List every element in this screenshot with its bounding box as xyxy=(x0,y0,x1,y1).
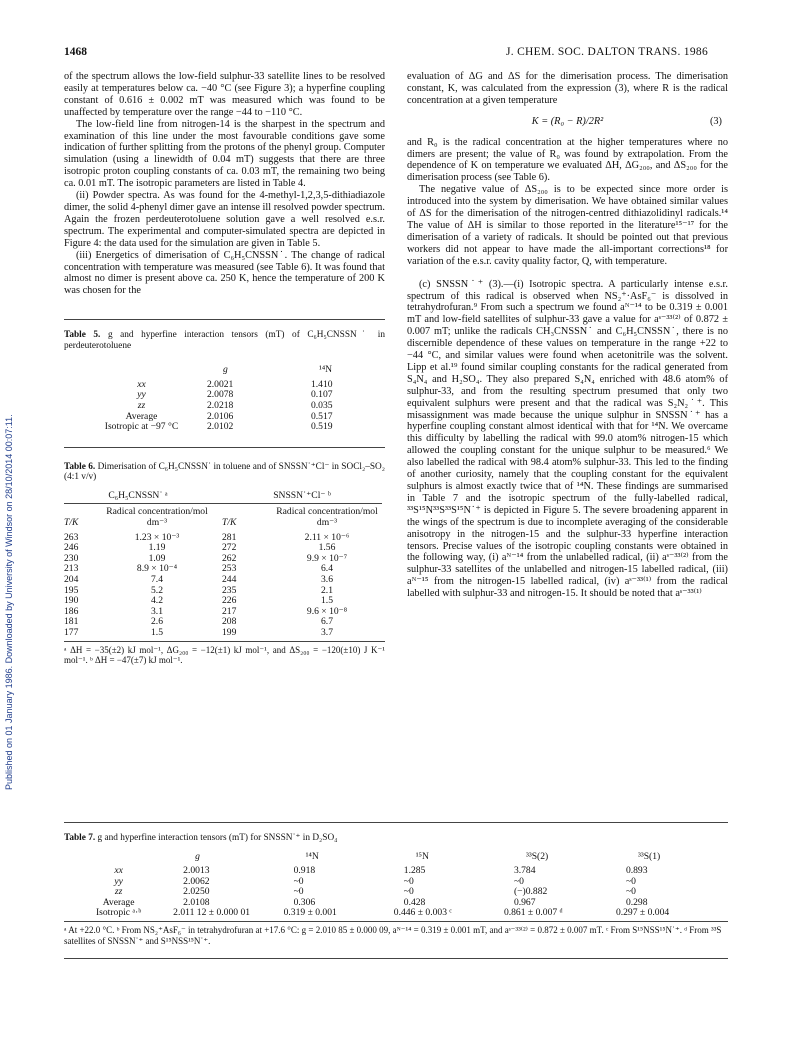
table-cell: 2.0013 xyxy=(183,865,210,877)
table-cell: 3.1 xyxy=(151,605,163,617)
table-cell: 3.7 xyxy=(321,626,333,638)
table-cell: 235 xyxy=(222,584,237,596)
table-cell: 1.5 xyxy=(321,595,333,607)
right-paragraph-4: (c) SNSSN˙⁺ (3).—(i) Isotropic spectra. A particularly intense e.s.r. spectrum of this radical is observed when NS₂⁺·AsF₆⁻ is dissolved in tetrahydrofuran.⁹ From such a spectrum we found aᴺ⁻¹⁴ to be 0.319 ± 0.001 mT and low-field satellites of sulphur-33 gave a value for aˢ⁻³³⁽²⁾ of 0.872 ± 0.007 mT; unlike the radicals CH₃CNSSN˙ and C₆H₅CNSSN˙, there is no discernible dependence of these values on temperature in the range +22 to −44 °C, and similar values were found when acetonitrile was the solvent. Lipp et al.¹⁹ found similar coupling constants for the radical generated from S₄N₄ and H₂SO₄. They also prepared S₄N₄ enriched with 48.6 atom% of sulphur-33, and from the resulting spectrum presumed that only two equivalent sulphurs were present and that the radical was S₂N₂˙⁺. This misassignment was made because the unique sulphur in SNSSN˙⁺ has a hyperfine coupling constant almost identical with that for ¹⁴N. We overcame this difficulty by labelling the radical with 99.0 atom% nitrogen-15 which allowed the coupling constant for the unique sulphur to be measured.⁶ We also labelled the radical with 98.4 atom% sulphur-33. This led to the finding of another curiosity, namely that the coupling constant for the equivalent sulphurs is almost exactly twice that of ¹⁴N. These findings are summarised in Table 7 and the isotropic spectrum of the fully-labelled radical, ³³S¹⁵N³³S³³S¹⁵N˙⁺ is depicted in Figure 5. The severe broadening apparent in the wings of the spectrum is due to incomplete averaging of the considerable anisotropy in the nitrogen-15 and the sulphur-33 hyperfine interaction tensors. Precise values of the isotropic coupling constants were obtained in the following way, (i) aᴺ⁻¹⁴ from the unlabelled radical, (ii) aˢ⁻³³⁽²⁾ from the sulphur-33 satellites of the unlabelled and nitrogen-15 labelled radical, (iii) aᴺ⁻¹⁵ from the nitrogen-15 labelled radical, (iv) aˢ⁻³³⁽¹⁾ from the radical labelled with sulphur-33 and nitrogen-15. It should be noted that aˢ⁻³³⁽¹⁾ xyxy=(407,278,728,600)
table-cell: 7.4 xyxy=(151,573,163,585)
download-watermark: Published on 01 January 1986. Downloaded by University of Windsor on 28/10/2014 00:07:11. xyxy=(4,414,14,790)
table-cell: 190 xyxy=(64,595,79,607)
table7-block xyxy=(64,822,728,959)
left-paragraph-2: The low-field line from nitrogen-14 is the sharpest in the spectrum and examination of this line under the most favourable conditions gave some indication of further splitting from the protons of the phenyl group. Computer simulation (using a linewidth of 0.04 mT) suggests that there are three isotropic proton coupling constants of ca. 0.03 mT, the remaining two being ca. 0.01 mT. The isotropic parameters are listed in Table 4. xyxy=(64,118,385,190)
table-row xyxy=(64,575,382,586)
table7-bottom-rule xyxy=(64,921,728,922)
table-cell: 0.306 xyxy=(293,896,316,908)
left-column xyxy=(64,71,385,666)
table-cell: 0.861 ± 0.007 ᵈ xyxy=(503,907,563,919)
table-cell: 2.0250 xyxy=(183,886,210,898)
equation-text: K = (R₀ − R)/2R² xyxy=(531,115,604,127)
table-cell: 0.967 xyxy=(513,896,536,908)
table5-col-n: ¹⁴N xyxy=(318,364,333,376)
table-cell: 217 xyxy=(222,605,237,617)
table-row: Isotropic at −97 °C 2.0102 0.519 xyxy=(104,421,333,433)
table-cell: 0.298 xyxy=(625,896,648,908)
table-cell: 0.446 ± 0.003 ᶜ xyxy=(393,907,452,919)
table-row: xx 2.0021 1.410 xyxy=(137,378,333,390)
table-cell: 186 xyxy=(64,605,79,617)
table-cell: 4.2 xyxy=(151,595,163,607)
table7-caption: Table 7. g and hyperfine interaction tensors (mT) for SNSSN˙⁺ in D₂SO₄ xyxy=(64,833,338,843)
table-cell: 246 xyxy=(64,542,79,554)
table5 xyxy=(100,365,385,433)
table-cell: 226 xyxy=(222,595,237,607)
table-cell: 2.011 12 ± 0.000 01 xyxy=(173,907,251,919)
table6-caption: Table 6. Dimerisation of C₆H₅CNSSN˙ in toluene and of SNSSN˙⁺Cl⁻ in SOCl₂–SO₂ (4:1 v/v) xyxy=(64,461,385,483)
table-cell: 0.893 xyxy=(625,865,648,877)
table-cell: 244 xyxy=(222,573,237,585)
table-cell: 0.297 ± 0.004 xyxy=(615,907,670,919)
table-cell: (−)0.882 xyxy=(513,886,548,898)
equation-number: (3) xyxy=(709,115,722,127)
table6: C₆H₅CNSSN˙ ᵃ SNSSN˙⁺Cl⁻ ᵇ T/K Radical concentration/mol dm⁻³ T/K Radical concentration/mol dm⁻³ 263 1.23 × 10⁻³ 281 2.11 × 10⁻⁶ 246 1.19 272 1.56 230 1.09 262 9.9 × 10⁻⁷ 213 8.9 × 10⁻⁴ 253 6.4 204 7.4 244 3.6 195 5.2 235 2.1 190 4.2 226 1.5 186 3.1 217 9.6 × 10⁻⁸ 181 2.6 208 6.7 177 1.5 199 3.7 xyxy=(64,491,382,639)
right-column xyxy=(407,71,728,600)
table-cell: 230 xyxy=(64,552,79,564)
right-paragraph-2: and R₀ is the radical concentration at the higher temperatures where no dimers are present; the value of R₀ was found by extrapolation. From the dependence of K on temperature we evaluated ΔH, ΔG₂₀₀, and ΔS₂₀₀ for the dimerisation process (see Table 6). xyxy=(407,136,728,184)
table-cell: ~0 xyxy=(625,875,636,887)
table-cell: 3.784 xyxy=(513,865,536,877)
table-cell: 262 xyxy=(222,552,237,564)
table-cell: 2.11 × 10⁻⁶ xyxy=(304,531,350,543)
table-cell: ~0 xyxy=(403,886,414,898)
table-row-label: yy xyxy=(114,875,123,887)
table-cell: 9.9 × 10⁻⁷ xyxy=(306,552,348,564)
table7: g ¹⁴N ¹⁵N ³³S(2) ³³S(1) xx 2.0013 0.918 1.285 3.784 0.893 yy 2.0062 ~0 ~0 ~0 ~0 zz 2.0250 ~0 ~0 (−)0.882 ~0 Average 2.0108 0.306 0.428 0.967 0.298 Isotropic ᵃ·ᵇ 2.011 12 ± 0.000 01 0.319 ± 0.001 0.446 ± 0.003 ᶜ 0.861 ± 0.007 ᵈ 0.297 ± 0.004 xyxy=(64,852,728,920)
table-cell: 8.9 × 10⁻⁴ xyxy=(136,563,178,575)
table-cell: 6.7 xyxy=(321,616,333,628)
table-cell: 1.285 xyxy=(403,865,426,877)
right-paragraph-3: The negative value of ΔS₂₀₀ is to be expected since more order is introduced into the system by dimerisation. We have obtained similar values of ΔS for the dimerisation of the nitrogen-centred dithiazolidinyl radicals.¹⁴ The value of ΔH is similar to those reported in the literature¹⁵⁻¹⁷ for the dimerisation of a variety of radicals. It should be pointed out that previous workers did not appear to have made the all-important corrections¹⁸ for variation of the e.s.r. cavity quality factor, Q, with temperature. xyxy=(407,184,728,267)
table-row: yy 2.0078 0.107 xyxy=(137,389,333,401)
left-paragraph-1: of the spectrum allows the low-field sulphur-33 satellite lines to be resolved easily at temperatures below ca. −40 °C (see Figure 3); a hyperfine coupling constant of 0.616 ± 0.002 mT was measured which was found to be unaffected by temperature over the range −44 to −110 °C. xyxy=(64,71,385,118)
table-cell: ~0 xyxy=(293,875,304,887)
table-cell: 2.0062 xyxy=(183,875,210,887)
left-paragraph-4: (iii) Energetics of dimerisation of C₆H₅CNSSN˙. The change of radical concentration with temperature was measured (see Table 6). It was found that almost no dimer is present above ca. 250 K, hence the temperature of 200 K was chosen for the xyxy=(64,249,385,297)
table5-bottom-rule xyxy=(64,447,385,448)
table7-end-rule xyxy=(64,958,728,959)
table7-top-rule xyxy=(64,822,728,823)
table-cell: 2.1 xyxy=(321,584,333,596)
table6-footnote: ᵃ ΔH = −35(±2) kJ mol⁻¹, ΔG₂₀₀ = −12(±1) kJ mol⁻¹, and ΔS₂₀₀ = −120(±10) J K⁻¹ mol⁻¹. ᵇ ΔH = −47(±7) kJ mol⁻¹. xyxy=(64,644,385,665)
table-cell: 0.319 ± 0.001 xyxy=(283,907,337,919)
table-cell: 2.6 xyxy=(151,616,163,628)
table-cell: 0.428 xyxy=(403,896,426,908)
table-cell: 213 xyxy=(64,563,79,575)
table-cell: 272 xyxy=(222,542,237,554)
table-cell: 2.0108 xyxy=(183,896,210,908)
table-cell: 181 xyxy=(64,616,79,628)
table-cell: 253 xyxy=(222,563,237,575)
table5-col-g: g xyxy=(222,364,228,376)
right-paragraph-1: evaluation of ΔG and ΔS for the dimerisation process. The dimerisation constant, K, was calculated from the expression (3), where R is the radical concentration at a given temperature xyxy=(407,71,728,106)
table-cell: 0.918 xyxy=(293,865,316,877)
table-row xyxy=(64,628,382,639)
table-cell: 1.19 xyxy=(148,542,166,554)
equation-3 xyxy=(407,116,728,128)
table-cell: 1.56 xyxy=(318,542,336,554)
table-cell: 199 xyxy=(222,626,237,638)
table-cell: 177 xyxy=(64,626,79,638)
table6-group2: SNSSN˙⁺Cl⁻ ᵇ xyxy=(212,491,382,504)
table-cell: 1.5 xyxy=(151,626,163,638)
table-cell: ~0 xyxy=(513,875,524,887)
table5-top-rule xyxy=(64,319,385,320)
table-row: zz 2.0218 0.035 xyxy=(137,400,333,411)
table-cell: 263 xyxy=(64,531,79,543)
table-cell: 1.09 xyxy=(148,552,166,564)
table-cell: 281 xyxy=(222,531,237,543)
table-row-label: Average xyxy=(102,896,135,908)
table6-group1: C₆H₅CNSSN˙ ᵃ xyxy=(64,491,212,504)
table-row-label: xx xyxy=(114,865,123,877)
table-row-label: zz xyxy=(114,886,123,898)
page-number: 1468 xyxy=(64,46,87,58)
left-paragraph-3: (ii) Powder spectra. As was found for the 4-methyl-1,2,3,5-dithiadiazole dimer, the solid 4-phenyl dimer gave an intense ill resolved powder spectrum. Again the frozen perdeuterotoluene solution gave a well resolved e.s.r. spectrum. The experimental and computer-simulated spectra are depicted in Figure 4: the data used for the simulation are given in Table 5. xyxy=(64,190,385,249)
table-cell: 6.4 xyxy=(321,563,333,575)
table-cell: 204 xyxy=(64,573,79,585)
table-cell: 195 xyxy=(64,584,79,596)
table7-footnote: ᵃ At +22.0 °C. ᵇ From NS₂⁺AsF₆⁻ in tetrahydrofuran at +17.6 °C: g = 2.010 85 ± 0.000 09, aᴺ⁻¹⁴ = 0.319 ± 0.001 mT, and aˢ⁻³³⁽²⁾ = 0.872 ± 0.007 mT. ᶜ From S¹⁵NSS¹⁵N˙⁺. ᵈ From ³³S satellites of SNSSN˙⁺ and S¹⁵NSS¹⁵N˙⁺. xyxy=(64,925,722,946)
table-row-label: Isotropic ᵃ·ᵇ xyxy=(95,907,142,919)
table5-caption: Table 5. g and hyperfine interaction tensors (mT) of C₆H₅CNSSN˙ in perdeuterotoluene xyxy=(64,330,385,351)
table-cell: ~0 xyxy=(403,875,414,887)
table-cell: ~0 xyxy=(293,886,304,898)
table-cell: 9.6 × 10⁻⁸ xyxy=(306,605,348,617)
table6-bottom-rule xyxy=(64,641,385,642)
table-cell: ~0 xyxy=(625,886,636,898)
table-row: Average 2.0106 0.517 xyxy=(125,410,333,422)
table-cell: 5.2 xyxy=(151,584,163,596)
table-row xyxy=(64,908,728,919)
table-cell: 208 xyxy=(222,616,237,628)
table-cell: 1.23 × 10⁻³ xyxy=(134,531,180,543)
table-cell: 3.6 xyxy=(321,573,333,585)
running-header: J. CHEM. SOC. DALTON TRANS. 1986 xyxy=(505,46,708,58)
